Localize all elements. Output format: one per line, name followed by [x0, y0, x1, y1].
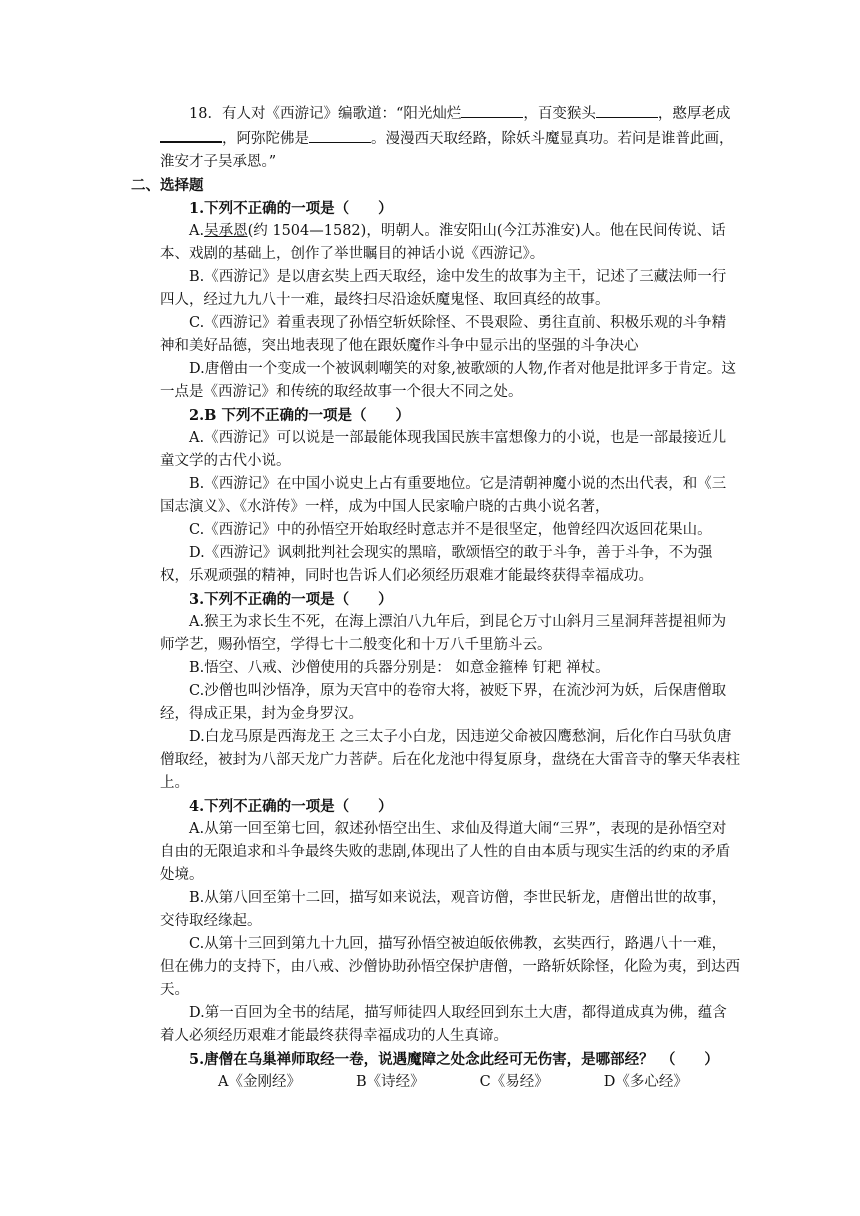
document-content — [131, 102, 740, 1094]
q5-options — [160, 1071, 740, 1094]
q1-option-d: D.唐僧由一个变成一个被讽刺嘲笑的对象,被歌颂的人物,作者对他是批评多于肯定。这一点是《西游记》和传统的取经故事一个很大不同之处。 — [160, 361, 736, 400]
q5-option-b[interactable]: B《诗经》 — [355, 1074, 425, 1090]
q2-option-d: D.《西游记》讽刺批判社会现实的黑暗，歌颂悟空的敢于斗争，善于斗争，不为强权，乐观顽强的精神，同时也告诉人们必须经历艰难才能最终获得幸福成功。 — [160, 545, 713, 584]
q18-text: 18．有人对《西游记》编歌道：“阳光灿烂 — [189, 106, 462, 122]
question-3-title: 3.下列不正确的一项是（ ） — [189, 591, 393, 608]
question-1-title: 1.下列不正确的一项是（ ） — [189, 200, 393, 217]
q5-option-c[interactable]: C《易经》 — [479, 1074, 549, 1090]
q1-option-a — [160, 220, 740, 266]
q1-option-b: B.《西游记》是以唐玄奘上西天取经，途中发生的故事为主干，记述了三藏法师一行四人，经过九九八十一难，最终扫尽沿途妖魔鬼怪、取回真经的故事。 — [160, 269, 727, 308]
section-heading: 二、选择题 — [131, 177, 204, 194]
author-name: 吴承恩 — [204, 223, 248, 239]
answer-blank[interactable] — [596, 102, 658, 118]
q1-option-c: C.《西游记》着重表现了孙悟空斩妖除怪、不畏艰险、勇往直前、积极乐观的斗争精神和美好品德，突出地表现了他在跟妖魔作斗争中显示出的坚强的斗争决心 — [160, 315, 727, 354]
q4-option-d: D.第一百回为全书的结尾，描写师徒四人取经回到东土大唐，都得道成真为佛，蕴含着人必须经历艰难才能最终获得幸福成功的人生真谛。 — [160, 1005, 727, 1044]
q18-text: 。漫漫西天取经路，除妖斗魔显真功。若问是谁普此画，淮安才子吴承恩。” — [160, 131, 734, 170]
q3-option-d: D.白龙马原是西海龙王 之三太子小白龙，因违逆父命被囚鹰愁涧，后化作白马驮负唐僧取经，被封为八部天龙广力菩萨。后在化龙池中得复原身，盘绕在大雷音寺的擎天华表柱上。 — [160, 729, 740, 791]
answer-blank[interactable] — [309, 127, 371, 143]
q18-text: ，百变猴头 — [523, 106, 596, 122]
q3-option-a: A.猴王为求长生不死，在海上漂泊八九年后，到昆仑万寸山斜月三星洞拜菩提祖师为师学艺，赐孙悟空，学得七十二般变化和十万八千里筋斗云。 — [160, 614, 727, 653]
q5-option-a[interactable]: A《金刚经》 — [218, 1074, 301, 1090]
q3-option-b: B.悟空、八戒、沙僧使用的兵器分别是： 如意金箍棒 钉耙 禅杖。 — [189, 660, 610, 676]
q2-option-a: A.《西游记》可以说是一部最能体现我国民族丰富想像力的小说，也是一部最接近儿童文学的古代小说。 — [160, 430, 727, 469]
question-2-title: 2.B 下列不正确的一项是（ ） — [189, 407, 410, 424]
q5-option-d[interactable]: D《多心经》 — [603, 1074, 688, 1090]
answer-blank[interactable] — [461, 102, 523, 118]
q18-text: ，憨厚老成 — [657, 106, 731, 122]
q2-option-b: B.《西游记》在中国小说史上占有重要地位。它是清朝神魔小说的杰出代表，和《三国志演义》、《水浒传》一样，成为中国人民家喻户晓的古典小说名著， — [160, 476, 727, 515]
option-label: A. — [189, 223, 205, 239]
answer-blank[interactable] — [160, 126, 222, 143]
q2-option-c: C.《西游记》中的孙悟空开始取经时意志并不是很坚定，他曾经四次返回花果山。 — [189, 522, 712, 538]
q4-option-b: B.从第八回至第十二回，描写如来说法，观音访僧，李世民斩龙，唐僧出世的故事，交待取经缘起。 — [160, 890, 727, 929]
option-text: (约 1504—1582)，明朝人。淮安阳山(今江苏淮安)人。他在民间传说、话本、戏剧的基础上，创作了举世瞩目的神话小说《西游记》。 — [160, 223, 726, 262]
question-5-title: 5.唐僧在乌巢禅师取经一卷，说遇魔障之处念此经可无伤害，是哪部经？ （ ） — [189, 1051, 719, 1068]
q18-text: ，阿弥陀佛是 — [222, 131, 309, 147]
q4-option-a: A.从第一回至第七回，叙述孙悟空出生、求仙及得道大闹“三界”，表现的是孙悟空对自由的无限追求和斗争最终失败的悲剧,体现出了人性的自由本质与现实生活的约束的矛盾处境。 — [160, 821, 731, 883]
question-18 — [160, 102, 740, 174]
question-4-title: 4.下列不正确的一项是（ ） — [189, 798, 393, 815]
q4-option-c: C.从第十三回到第九十九回，描写孙悟空被迫皈依佛教，玄奘西行，路遇八十一难，但在佛力的支持下，由八戒、沙僧协助孙悟空保护唐僧，一路斩妖除怪，化险为夷，到达西天。 — [160, 936, 740, 998]
q3-option-c: C.沙僧也叫沙悟净，原为天宫中的卷帘大将，被贬下界，在流沙河为妖，后保唐僧取经，得成正果，封为金身罗汉。 — [160, 683, 727, 722]
